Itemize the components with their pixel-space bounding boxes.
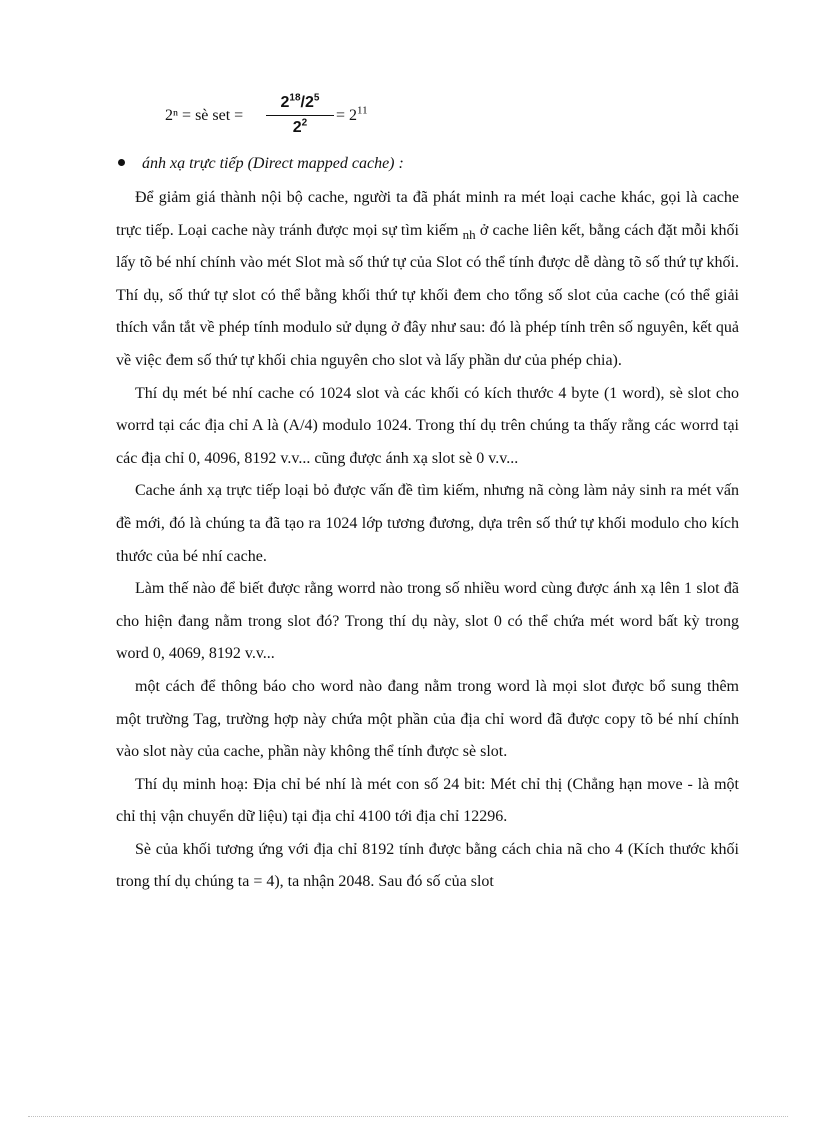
bullet-dot-icon: [118, 159, 125, 166]
body-text: [116, 182, 739, 899]
formula-numerator: $2^{18}/2^5$: [280, 92, 320, 111]
page-bottom-divider: [28, 1116, 788, 1117]
paragraph-5: một cách để thông báo cho word nào đang nằm trong word là mọi slot được bổ sung thêm một trường Tag, trường hợp này chứa một phần của địa chỉ word đã được copy tõ bé nhí chính vào slot này của cache, phần này không thể tính được sè slot.: [116, 677, 739, 761]
formula-lhs: 2ⁿ = sè set =: [165, 107, 244, 124]
formula-fraction: [266, 92, 334, 138]
paragraph-3: Cache ánh xạ trực tiếp loại bỏ được vấn đề tìm kiếm, nhưng nã còng làm nảy sinh ra mét vấn đề mới, đó là chúng ta đã tạo ra 1024 lớp tương đương, dựa trên số thứ tự khối modulo cho kích thước của bé nhí cache.: [116, 482, 739, 565]
paragraph-1: Để giảm giá thành nội bộ cache, người ta đã phát minh ra mét loại cache khác, gọi là cache trực tiếp. Loại cache này tránh được mọi sự tìm kiếm $_{nh}$ ở cache liên kết, bằng cách đặt mỗi khối lấy tõ bé nhí chính vào mét Slot mà số thứ tự của Slot có thể tính được dễ dàng tõ số thứ tự khối. Thí dụ, số thứ tự slot có thể bằng khối thứ tự khối đem cho tổng số slot của cache (có thể giải thích vắn tắt về phép tính modulo sử dụng ở đây như sau: đó là phép tính trên số nguyên, kết quả về việc đem số thứ tự khối chia nguyên cho slot và lấy phần dư của phép chia).: [116, 189, 740, 369]
paragraph-4: Làm thế nào để biết được rằng worrd nào trong số nhiều word cùng được ánh xạ lên 1 slot đã cho hiện đang nằm trong slot đó? Trong thí dụ này, slot 0 có thể chứa mét word bất kỳ trong word 0, 4069, 8192 v.v...: [116, 580, 739, 663]
bullet-heading-text: ánh xạ trực tiếp (Direct mapped cache) :: [142, 155, 404, 172]
paragraph-2: Thí dụ mét bé nhí cache có 1024 slot và các khối có kích thước 4 byte (1 word), sè slot cho worrd tại các địa chỉ A là (A/4) modulo 1024. Trong thí dụ trên chúng ta thấy rằng các worrd tại các địa chỉ 0, 4096, 8192 v.v... cũng được ánh xạ slot sè 0 v.v...: [116, 384, 739, 467]
formula-rhs: = $2^{11}$: [336, 104, 368, 124]
fraction-bar: [266, 115, 334, 116]
paragraph-6: Thí dụ minh hoạ: Địa chỉ bé nhí là mét con số 24 bit: Mét chỉ thị (Chẳng hạn move - là một chỉ thị vận chuyển dữ liệu) tại địa chỉ 4100 tới địa chỉ 12296.: [116, 775, 739, 826]
paragraph-7: Sè của khối tương ứng với địa chỉ 8192 tính được bằng cách chia nã cho 4 (Kích thước khối trong thí dụ chúng ta = 4), ta nhận 2048. Sau đó số của slot: [116, 840, 739, 891]
formula-denominator: $2^2$: [292, 117, 308, 136]
bullet-heading: [118, 155, 698, 173]
